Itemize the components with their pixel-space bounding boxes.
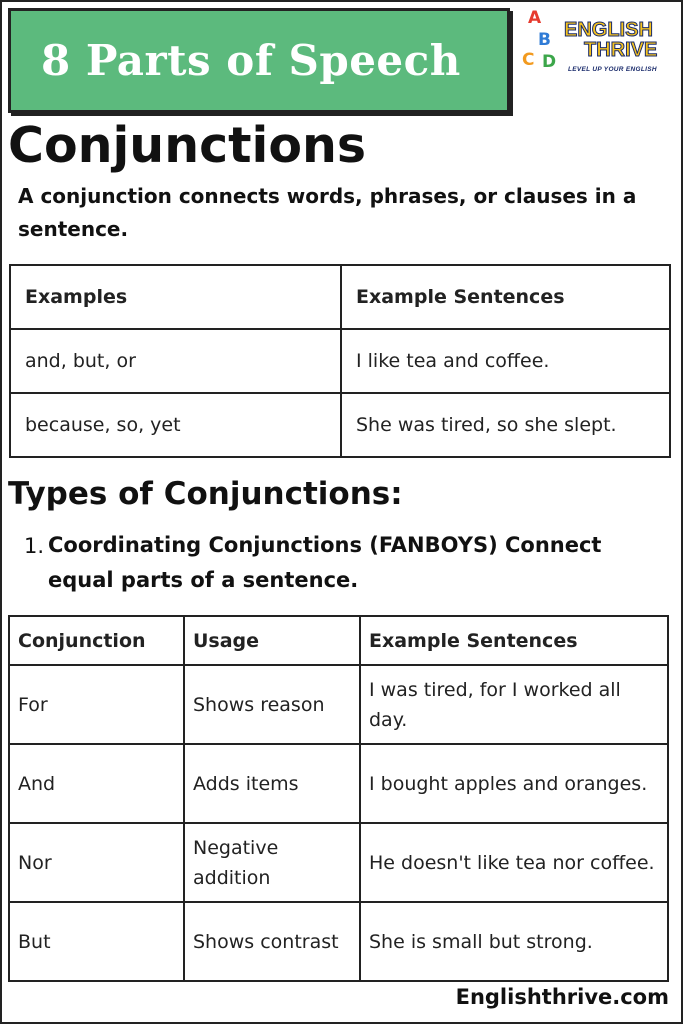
table-cell: and, but, or	[10, 329, 341, 393]
header-example-sentences: Example Sentences	[360, 616, 668, 665]
coordinating-conjunctions-table	[8, 615, 669, 982]
table-cell: I bought apples and oranges.	[360, 744, 668, 823]
table-header-row	[9, 616, 668, 665]
footer-website[interactable]: Englishthrive.com	[455, 985, 669, 1009]
logo-letter-a: A	[528, 8, 542, 28]
table-row	[9, 744, 668, 823]
table-cell: Adds items	[184, 744, 360, 823]
list-number: 1.	[24, 534, 45, 558]
header-example-sentences: Example Sentences	[341, 265, 670, 329]
header-usage: Usage	[184, 616, 360, 665]
table-cell: She was tired, so she slept.	[341, 393, 670, 457]
page-heading: Conjunctions	[8, 117, 367, 174]
logo-letter-c: C	[522, 50, 535, 70]
table-cell: And	[9, 744, 184, 823]
logo-letter-b: B	[538, 30, 551, 50]
list-item: Coordinating Conjunctions (FANBOYS) Connect equal parts of a sentence.	[48, 533, 602, 592]
table-cell: He doesn't like tea nor coffee.	[360, 823, 668, 902]
banner-title: 8 Parts of Speech	[41, 36, 461, 85]
examples-table	[9, 264, 671, 458]
title-banner	[8, 8, 510, 113]
table-cell: But	[9, 902, 184, 981]
table-cell: I like tea and coffee.	[341, 329, 670, 393]
table-row	[10, 393, 670, 457]
logo-letter-d: D	[542, 52, 557, 72]
header-conjunction: Conjunction	[9, 616, 184, 665]
table-cell: For	[9, 665, 184, 744]
table-cell: Shows contrast	[184, 902, 360, 981]
table-cell: Negative addition	[184, 823, 360, 902]
table-row	[9, 902, 668, 981]
table-row	[10, 329, 670, 393]
logo-tagline: LEVEL UP YOUR ENGLISH	[568, 66, 657, 73]
types-heading: Types of Conjunctions:	[8, 476, 403, 512]
table-cell: She is small but strong.	[360, 902, 668, 981]
english-thrive-logo	[522, 10, 680, 78]
table-cell: Nor	[9, 823, 184, 902]
table-row	[9, 823, 668, 902]
table-cell: Shows reason	[184, 665, 360, 744]
header-examples: Examples	[10, 265, 341, 329]
table-row	[9, 665, 668, 744]
abcd-blocks-icon	[522, 10, 570, 76]
table-cell: I was tired, for I worked all day.	[360, 665, 668, 744]
table-header-row	[10, 265, 670, 329]
definition-text: A conjunction connects words, phrases, or clauses in a sentence.	[18, 184, 637, 241]
logo-word-english: ENGLISH	[564, 19, 653, 41]
table-cell: because, so, yet	[10, 393, 341, 457]
logo-word-thrive: THRIVE	[584, 39, 658, 61]
